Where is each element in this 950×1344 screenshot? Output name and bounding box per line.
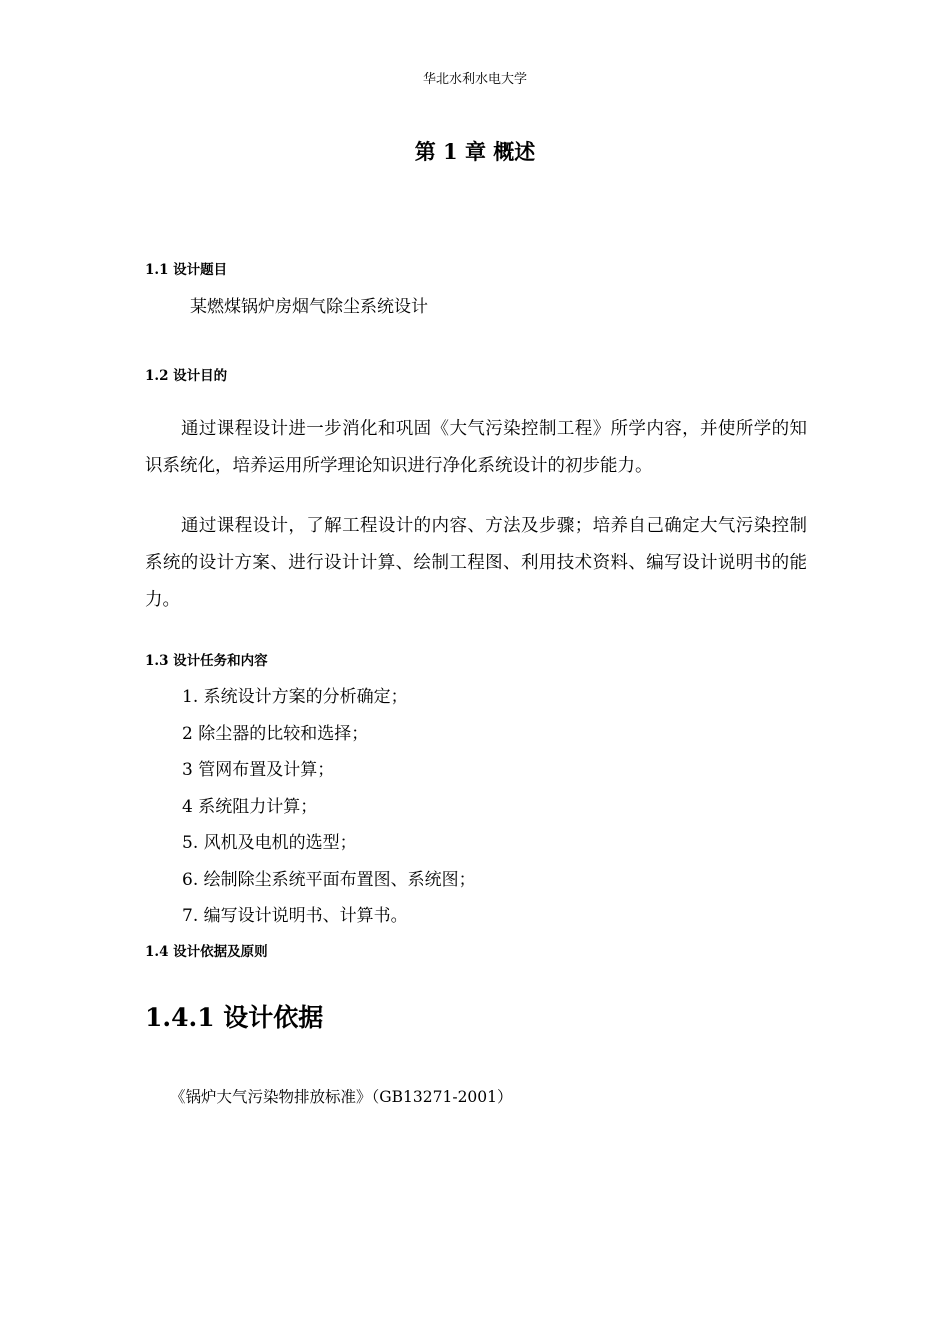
chapter-title: 第 1 章 概述 [414, 139, 536, 164]
task-list-item: 2 除尘器的比较和选择； [182, 724, 369, 744]
section-heading-1-4: 1.4 设计依据及原则 [145, 944, 268, 960]
design-purpose-paragraph-1: 通过课程设计进一步消化和巩固《大气污染控制工程》所学内容，并使所学的知识系统化，培养运用所学理论知识进行净化系统设计的初步能力。 [145, 419, 807, 476]
task-list-item: 7. 编写设计说明书、计算书。 [182, 906, 408, 926]
design-purpose-paragraph-2: 通过课程设计，了解工程设计的内容、方法及步骤；培养自己确定大气污染控制系统的设计方案、进行设计计算、绘制工程图、利用技术资料、编写设计说明书的能力。 [145, 516, 807, 610]
section-heading-1-1: 1.1 设计题目 [145, 262, 228, 278]
task-list-item: 1. 系统设计方案的分析确定； [182, 687, 408, 707]
subsection-heading-1-4-1: 1.4.1 设计依据 [145, 1003, 324, 1032]
page-header: 华北水利水电大学 [422, 72, 527, 87]
task-list-item: 5. 风机及电机的选型； [182, 833, 357, 853]
task-list-item: 4 系统阻力计算； [182, 797, 318, 817]
task-list-item: 3 管网布置及计算； [182, 760, 335, 780]
task-list-item: 6. 绘制除尘系统平面布置图、系统图； [182, 870, 476, 890]
section-heading-1-2: 1.2 设计目的 [145, 368, 228, 384]
standard-reference: 《锅炉大气污染物排放标准》（GB13271-2001） [170, 1088, 513, 1106]
section-heading-1-3: 1.3 设计任务和内容 [145, 653, 268, 669]
design-topic-text: 某燃煤锅炉房烟气除尘系统设计 [190, 297, 428, 317]
